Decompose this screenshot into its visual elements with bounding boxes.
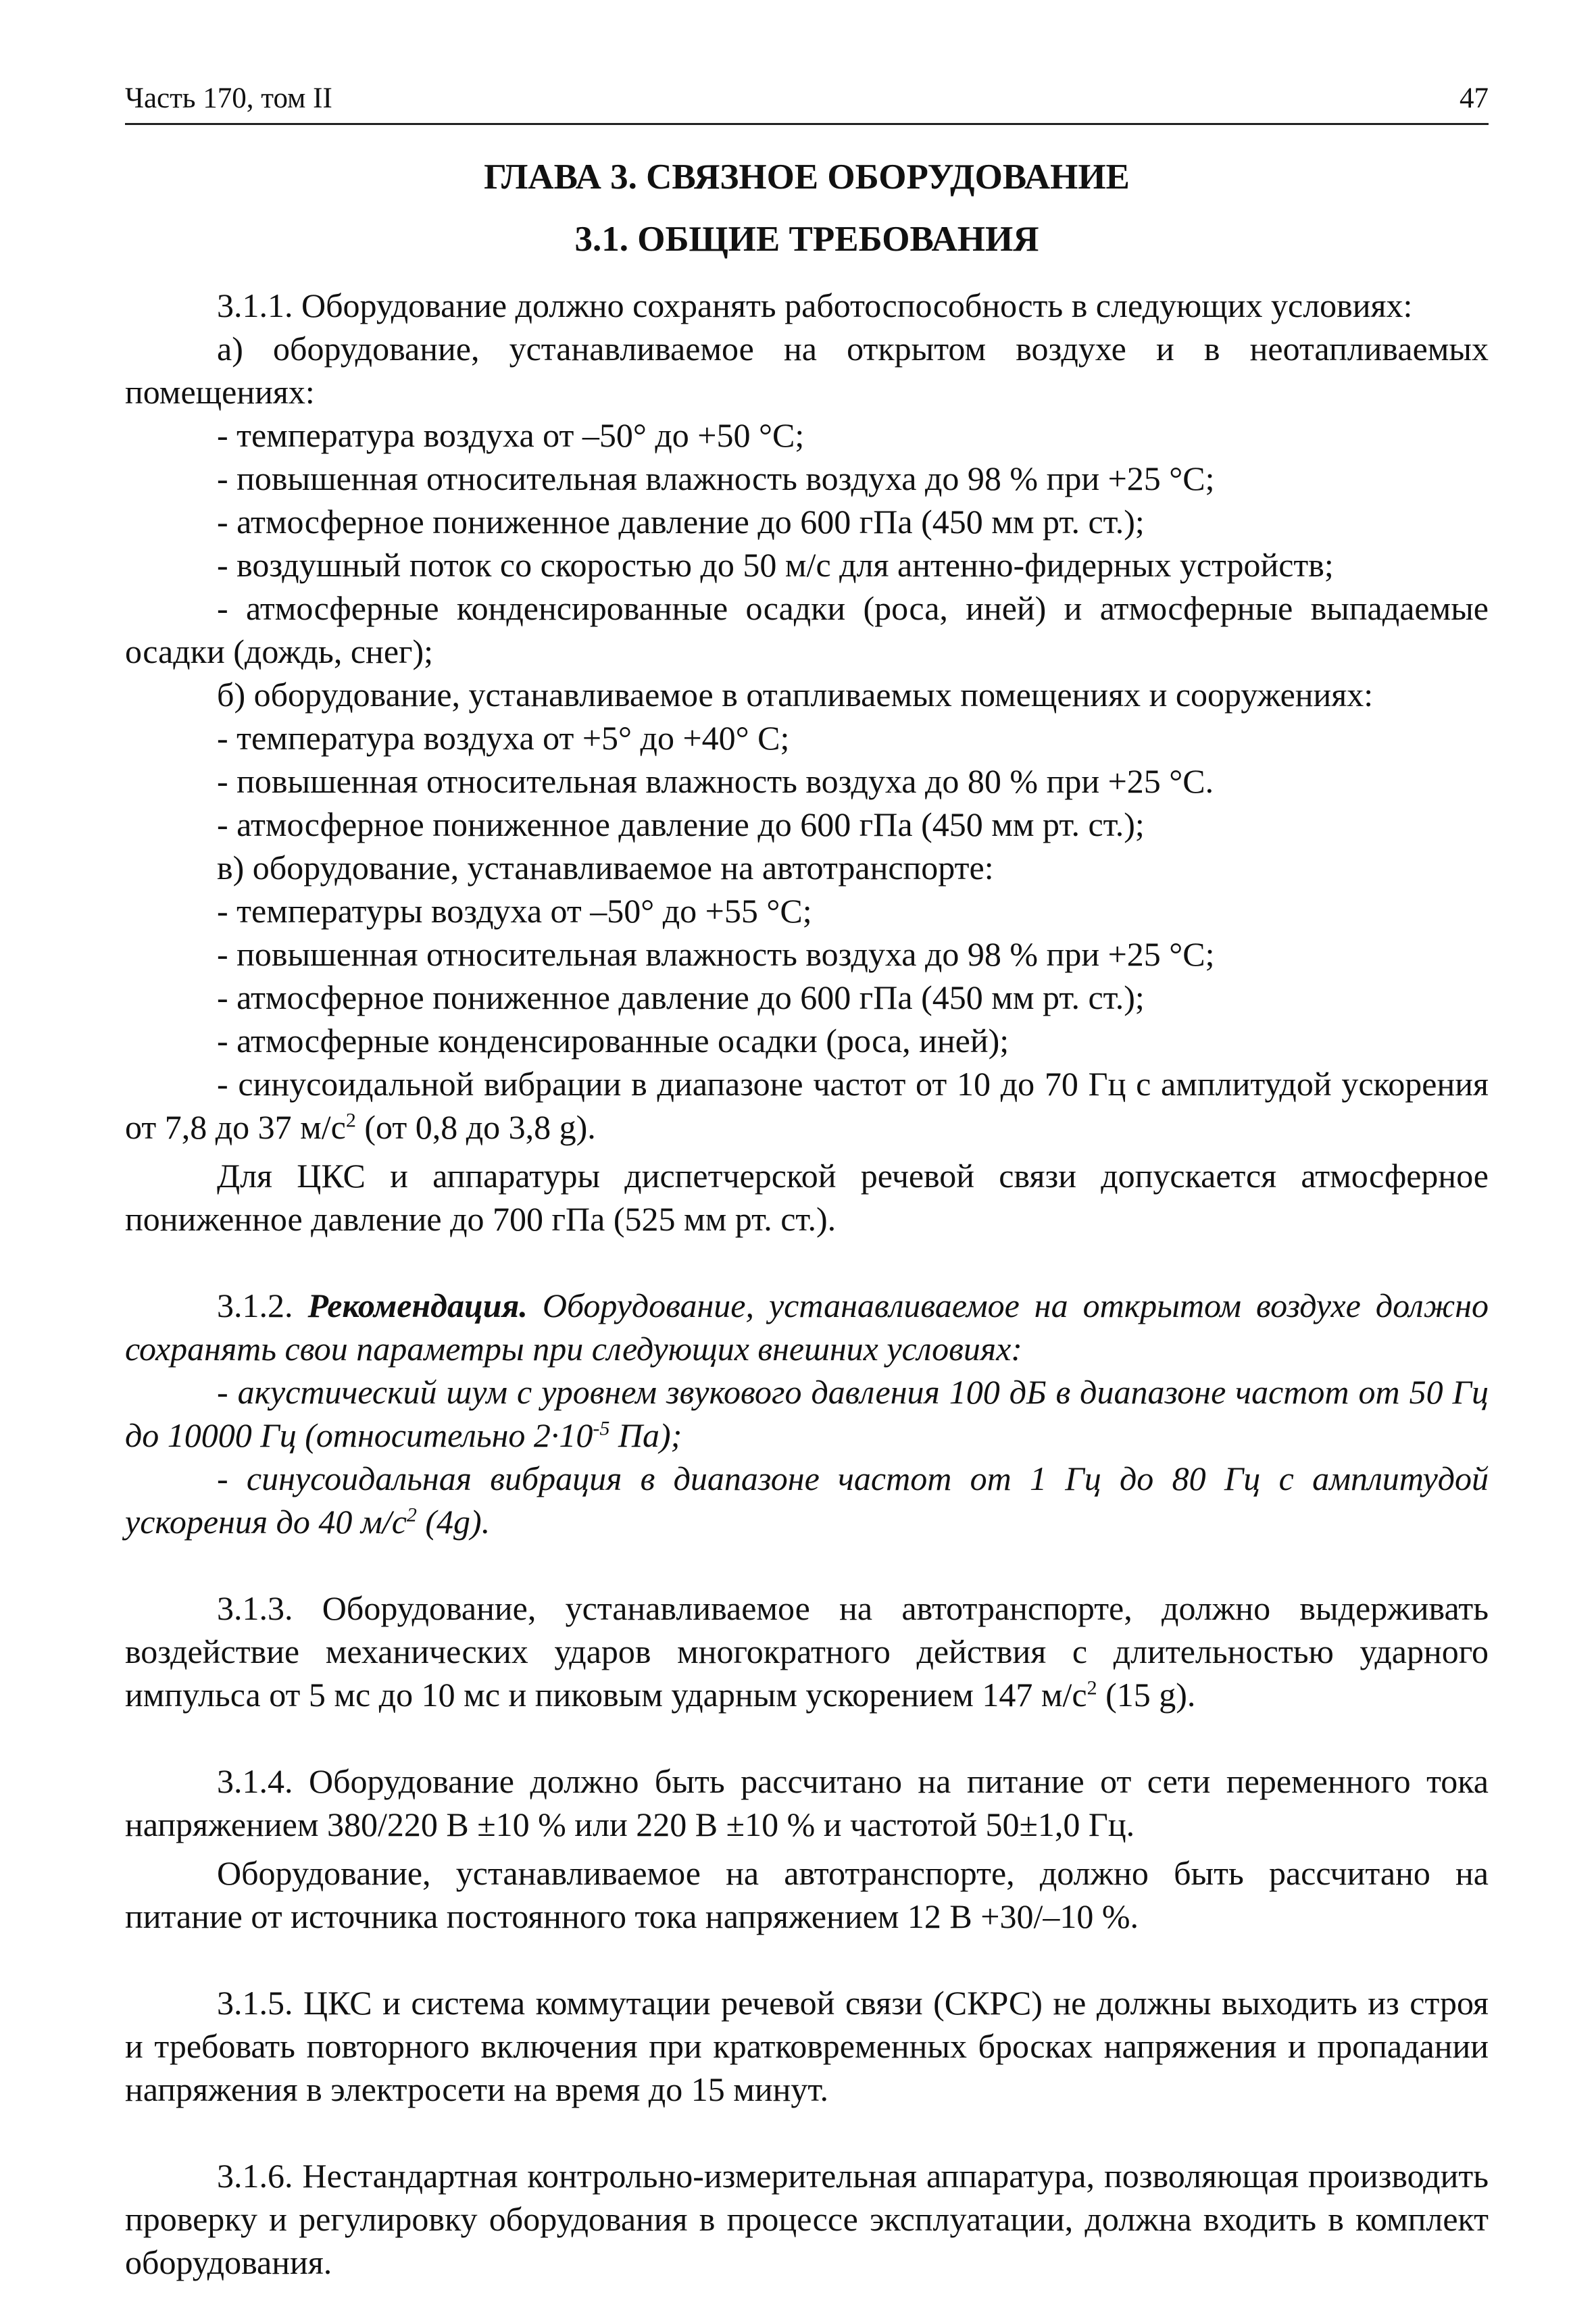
paragraph-3-1-2 bbox=[125, 1284, 1489, 1370]
list-item: - повышенная относительная влажность воздуха до 80 % при +25 °С. bbox=[217, 762, 1214, 800]
running-header bbox=[125, 80, 1489, 125]
pressure-note: Для ЦКС и аппаратуры диспетчерской речевой связи допускается атмосферное пониженное давление до 700 гПа (525 мм рт. ст.). bbox=[125, 1157, 1489, 1238]
list-item: - воздушный поток со скоростью до 50 м/с для антенно-фидерных устройств; bbox=[217, 546, 1334, 584]
paragraph-3-1-1: 3.1.1. Оборудование должно сохранять работоспособность в следующих условиях: bbox=[217, 287, 1413, 324]
header-part-volume: Часть 170, том II bbox=[125, 82, 332, 114]
body-text bbox=[125, 284, 1489, 2284]
paragraph-number: 3.1.2. bbox=[217, 1287, 308, 1324]
noise-text-end: Па); bbox=[609, 1416, 682, 1454]
list-item: - атмосферное пониженное давление до 600 гПа (450 мм рт. ст.); bbox=[217, 503, 1145, 541]
list-item: - атмосферные конденсированные осадки (роса, иней); bbox=[217, 1022, 1009, 1060]
recommendation-text: Оборудование, устанавливаемое на открытом воздухе должно сохранять свои параметры при следующих внешних условиях: bbox=[125, 1287, 1489, 1368]
paragraph-3-1-5: 3.1.5. ЦКС и система коммутации речевой связи (СКРС) не должны выходить из строя и требовать повторного включения при кратковременных бросках напряжения и пропадании напряжения в электросети на время до 15 минут. bbox=[125, 1984, 1489, 2108]
list-item: - температуры воздуха от –50° до +55 °С; bbox=[217, 892, 812, 930]
list-item: - атмосферное пониженное давление до 600 гПа (450 мм рт. ст.); bbox=[217, 978, 1145, 1016]
chapter-title: ГЛАВА 3. СВЯЗНОЕ ОБОРУДОВАНИЕ bbox=[484, 157, 1130, 197]
paragraph-3-1-3 bbox=[125, 1587, 1489, 1716]
shock-text-end: (15 g). bbox=[1097, 1676, 1196, 1714]
list-v-heading: в) оборудование, устанавливаемое на автотранспорте: bbox=[217, 849, 994, 887]
list-item bbox=[125, 1062, 1489, 1149]
list-item: - повышенная относительная влажность воздуха до 98 % при +25 °С; bbox=[217, 935, 1215, 973]
list-item: - температура воздуха от –50° до +50 °С; bbox=[217, 416, 805, 454]
list-item bbox=[125, 1370, 1489, 1457]
list-item: - повышенная относительная влажность воздуха до 98 % при +25 °С; bbox=[217, 459, 1215, 497]
vibration-text: - синусоидальной вибрации в диапазоне частот от 10 до 70 Гц с амплитудой ускорения от 7,8 до 37 м/с bbox=[125, 1065, 1489, 1146]
recommendation-label: Рекомендация. bbox=[307, 1287, 528, 1324]
paragraph-3-1-4-vehicle: Оборудование, устанавливаемое на автотранспорте, должно быть рассчитано на питание от источника постоянного тока напряжением 12 В +30/–10 %. bbox=[125, 1854, 1489, 1935]
vibration-rec-text-end: (4g). bbox=[416, 1503, 491, 1541]
noise-text: - акустический шум с уровнем звукового давления 100 дБ в диапазоне частот от 50 Гц до 10000 Гц (относительно 2·10 bbox=[125, 1373, 1489, 1454]
superscript: -5 bbox=[593, 1417, 610, 1440]
list-a-heading: а) оборудование, устанавливаемое на открытом воздухе и в неотапливаемых помещениях: bbox=[125, 330, 1489, 411]
list-item: - температура воздуха от +5° до +40° С; bbox=[217, 719, 790, 757]
shock-text: 3.1.3. Оборудование, устанавливаемое на автотранспорте, должно выдерживать воздействие механических ударов многократного действия с длительностью ударного импульса от 5 мс до 10 мс и пиковым ударным ускорением 147 м/с bbox=[125, 1589, 1489, 1714]
superscript: 2 bbox=[1087, 1676, 1097, 1699]
section-title: 3.1. ОБЩИЕ ТРЕБОВАНИЯ bbox=[574, 220, 1039, 259]
paragraph-3-1-4: 3.1.4. Оборудование должно быть рассчитано на питание от сети переменного тока напряжением 380/220 В ±10 % или 220 В ±10 % и частотой 50±1,0 Гц. bbox=[125, 1762, 1489, 1843]
list-item: - атмосферные конденсированные осадки (роса, иней) и атмосферные выпадаемые осадки (дождь, снег); bbox=[125, 589, 1489, 670]
vibration-text-end: (от 0,8 до 3,8 g). bbox=[355, 1108, 596, 1146]
superscript: 2 bbox=[406, 1503, 417, 1526]
list-item: - атмосферное пониженное давление до 600 гПа (450 мм рт. ст.); bbox=[217, 805, 1145, 843]
page-number: 47 bbox=[1460, 82, 1489, 114]
list-item bbox=[125, 1457, 1489, 1543]
paragraph-3-1-6: 3.1.6. Нестандартная контрольно-измерительная аппаратура, позволяющая производить проверку и регулировку оборудования в процессе эксплуатации, должна входить в комплект оборудования. bbox=[125, 2157, 1489, 2281]
superscript: 2 bbox=[345, 1109, 356, 1132]
vibration-rec-text: - синусоидальная вибрация в диапазоне частот от 1 Гц до 80 Гц с амплитудой ускорения до 40 м/с bbox=[125, 1460, 1489, 1541]
list-b-heading: б) оборудование, устанавливаемое в отапливаемых помещениях и сооружениях: bbox=[217, 676, 1374, 714]
